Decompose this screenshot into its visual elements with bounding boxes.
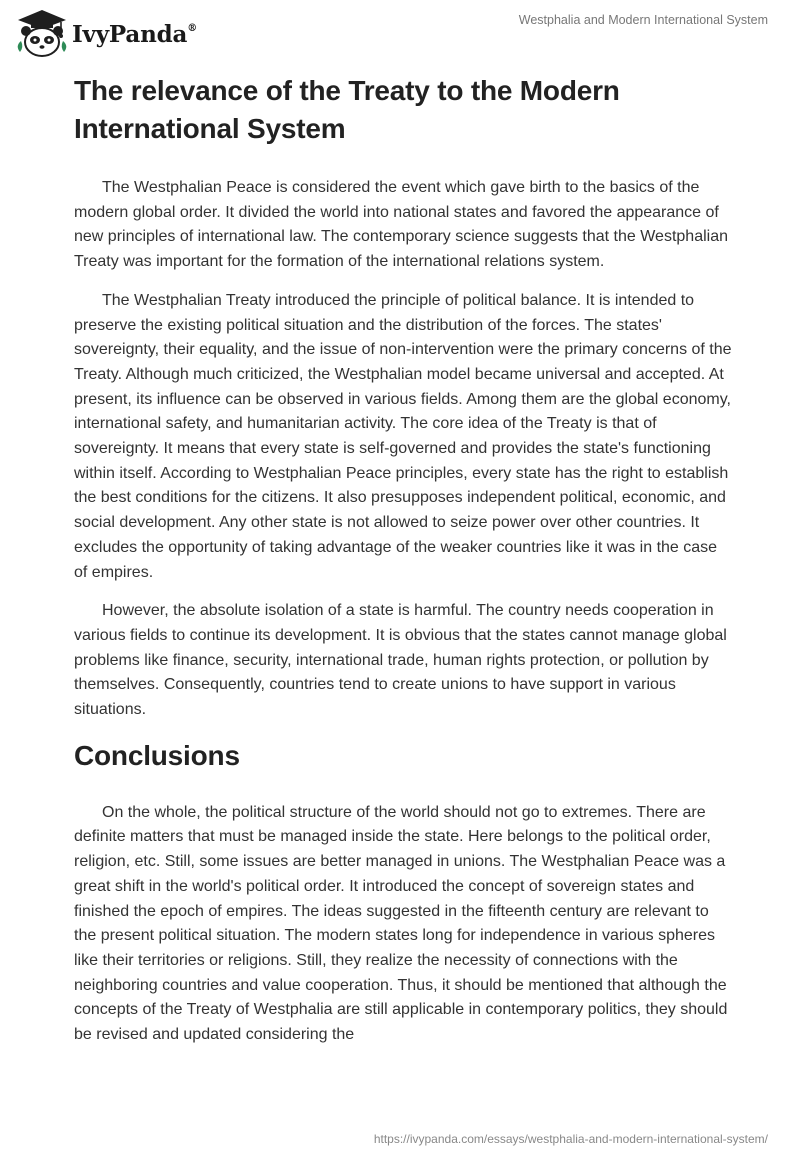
- paragraph-2: The Westphalian Treaty introduced the principle of political balance. It is intended to preserve the existing political situation and the distribution of the forces. The states' sovereignty, their equality, and the issue of non-intervention were the primary concerns of the Treaty. Although much criticized, the Westphalian model became universal and accepted. At present, its influence can be observed in various fields. Among them are the global economy, international safety, and humanitarian activity. The core idea of the Treaty is that of sovereignty. It means that every state is self-governed and provides the state's functioning within itself. According to Westphalian Peace principles, every state has the right to establish the best conditions for the citizens. It also presupposes independent political, economic, and social development. Any other state is not allowed to seize power over other countries. It excludes the opportunity of taking advantage of the weaker countries like it was in the case of empires.: [74, 291, 732, 581]
- conclusions-paragraph: On the whole, the political structure of the world should not go to extremes. There are definite matters that must be managed inside the state. Here belongs to the political order, religion, etc. Still, some issues are better managed in unions. The Westphalian Peace was a great shift in the world's political order. It introduced the concept of sovereign states and finished the epoch of empires. The ideas suggested in the fifteenth century are relevant to the present political situation. The modern states long for independence in various spheres like their territories or religions. Still, they realize the necessity of connections with the neighboring countries and value cooperation. Thus, it should be mentioned that although the concepts of the Treaty of Westphalia are still applicable in contemporary politics, they should be revised and updated considering the: [74, 803, 728, 1044]
- paragraph-3: However, the absolute isolation of a state is harmful. The country needs cooperation in various fields to continue its development. It is obvious that the states cannot manage global problems like finance, security, international trade, human rights protection, or pollution by themselves. Consequently, countries tend to create unions to have support in various situations.: [74, 602, 727, 719]
- paragraph-1: The Westphalian Peace is considered the event which gave birth to the basics of the modern global order. It divided the world into national states and favored the appearance of new principles of international law. The contemporary science suggests that the Westphalian Treaty was important for the formation of the international relations system.: [74, 179, 728, 271]
- page-header: [0, 0, 800, 66]
- brand-logo[interactable]: [14, 8, 197, 60]
- section-heading: The relevance of the Treaty to the Modern International System: [74, 75, 620, 144]
- panda-graduate-icon: [14, 8, 70, 60]
- document-title: Westphalia and Modern International System: [518, 13, 768, 27]
- essay-content: [74, 72, 734, 1062]
- brand-name: IvyPanda®: [72, 20, 197, 48]
- conclusions-heading: Conclusions: [74, 739, 240, 771]
- source-url[interactable]: https://ivypanda.com/essays/westphalia-and-modern-international-system/: [373, 1132, 768, 1146]
- registered-mark: ®: [187, 22, 197, 34]
